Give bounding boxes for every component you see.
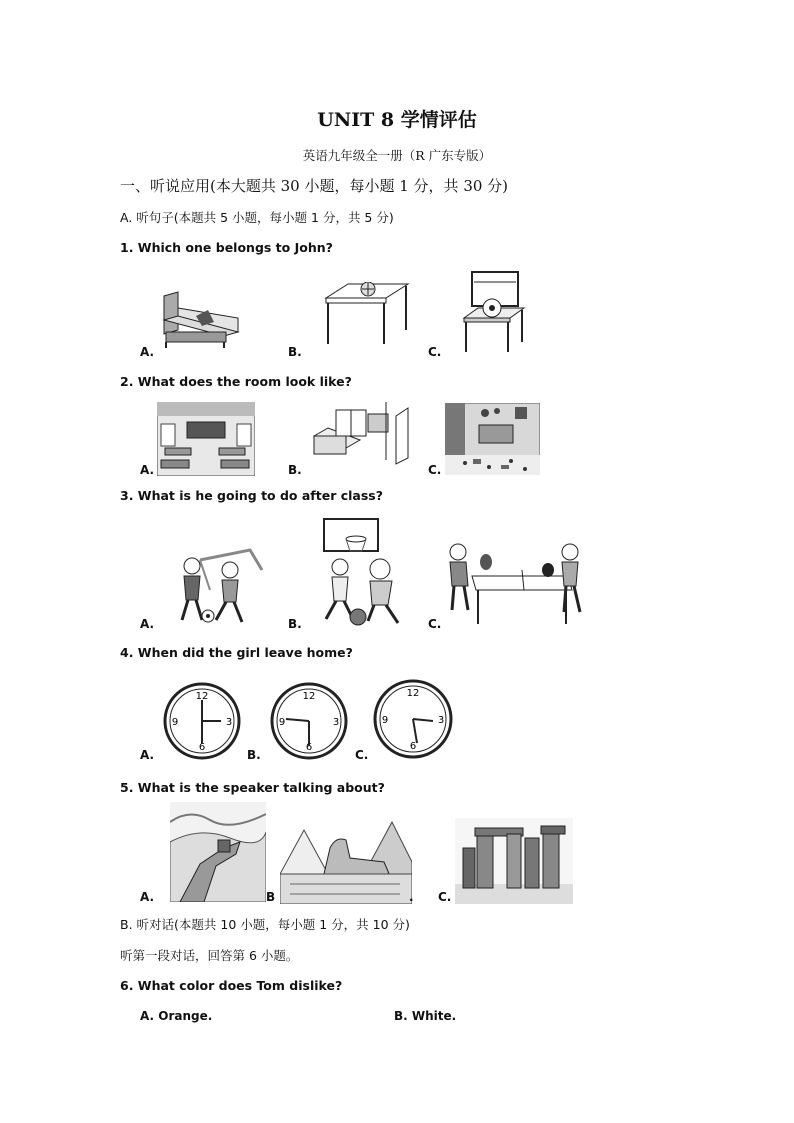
clock-number-3: 3 xyxy=(225,717,233,728)
sphinx-pyramids-picture xyxy=(280,818,412,904)
part-b-instruction: 听第一段对话，回答第 6 小题。 xyxy=(120,948,299,963)
messy-room-picture xyxy=(445,403,540,475)
q3-option-a[interactable]: A. xyxy=(140,617,155,631)
page-title: UNIT 8 学情评估 xyxy=(317,109,477,131)
boys-playing-basketball-picture xyxy=(318,517,418,629)
question-6: 6. What color does Tom dislike? xyxy=(120,978,343,993)
q4-option-c[interactable]: C. xyxy=(355,748,369,762)
clock-b xyxy=(270,682,348,760)
stonehenge-picture xyxy=(455,818,573,904)
clock-c xyxy=(373,679,453,759)
q5-option-c[interactable]: C. xyxy=(438,890,452,904)
question-2: 2. What does the room look like? xyxy=(120,374,352,389)
question-5: 5. What is the speaker talking about? xyxy=(120,780,385,795)
desk-with-basketball-picture xyxy=(322,282,412,346)
q5-option-b[interactable]: B xyxy=(266,890,276,904)
clock-a xyxy=(163,682,241,760)
section-heading: 一、听说应用(本大题共 30 小题，每小题 1 分，共 30 分) xyxy=(120,177,509,195)
clock-number-3: 3 xyxy=(437,715,445,726)
q4-option-a[interactable]: A. xyxy=(140,748,155,762)
clock-number-6: 6 xyxy=(409,741,417,752)
q3-option-c[interactable]: C. xyxy=(428,617,442,631)
q5-option-b-dot: . xyxy=(409,890,414,904)
clock-number-12: 12 xyxy=(406,688,420,699)
clock-number-9: 9 xyxy=(171,717,179,728)
clock-number-9: 9 xyxy=(381,715,389,726)
page-subtitle: 英语九年级全一册（R 广东专版） xyxy=(302,148,492,163)
q2-option-c[interactable]: C. xyxy=(428,463,442,477)
q6-option-a[interactable]: A. Orange. xyxy=(140,1009,213,1023)
classroom-picture xyxy=(157,402,255,476)
clock-number-12: 12 xyxy=(302,691,316,702)
q1-option-c[interactable]: C. xyxy=(428,345,442,359)
question-4: 4. When did the girl leave home? xyxy=(120,645,353,660)
q4-option-b[interactable]: B. xyxy=(247,748,261,762)
chair-with-football-picture xyxy=(460,270,526,354)
clock-number-6: 6 xyxy=(305,742,313,753)
clock-number-9: 9 xyxy=(278,717,286,728)
q2-option-b[interactable]: B. xyxy=(288,463,302,477)
question-1: 1. Which one belongs to John? xyxy=(120,240,333,255)
boys-playing-table-tennis-picture xyxy=(448,540,588,626)
bed-picture xyxy=(158,290,244,350)
q3-option-b[interactable]: B. xyxy=(288,617,302,631)
q2-option-a[interactable]: A. xyxy=(140,463,155,477)
tidy-bedroom-picture xyxy=(310,400,414,466)
clock-number-6: 6 xyxy=(198,742,206,753)
great-wall-picture xyxy=(170,802,266,902)
q1-option-b[interactable]: B. xyxy=(288,345,302,359)
part-b-heading: B. 听对话(本题共 10 小题，每小题 1 分，共 10 分) xyxy=(120,917,410,932)
clock-number-3: 3 xyxy=(332,717,340,728)
boys-playing-football-picture xyxy=(170,540,266,628)
question-3: 3. What is he going to do after class? xyxy=(120,488,383,503)
q6-option-b[interactable]: B. White. xyxy=(394,1009,457,1023)
q1-option-a[interactable]: A. xyxy=(140,345,155,359)
clock-number-12: 12 xyxy=(195,691,209,702)
q5-option-a[interactable]: A. xyxy=(140,890,155,904)
part-a-heading: A. 听句子(本题共 5 小题，每小题 1 分，共 5 分) xyxy=(120,210,394,225)
